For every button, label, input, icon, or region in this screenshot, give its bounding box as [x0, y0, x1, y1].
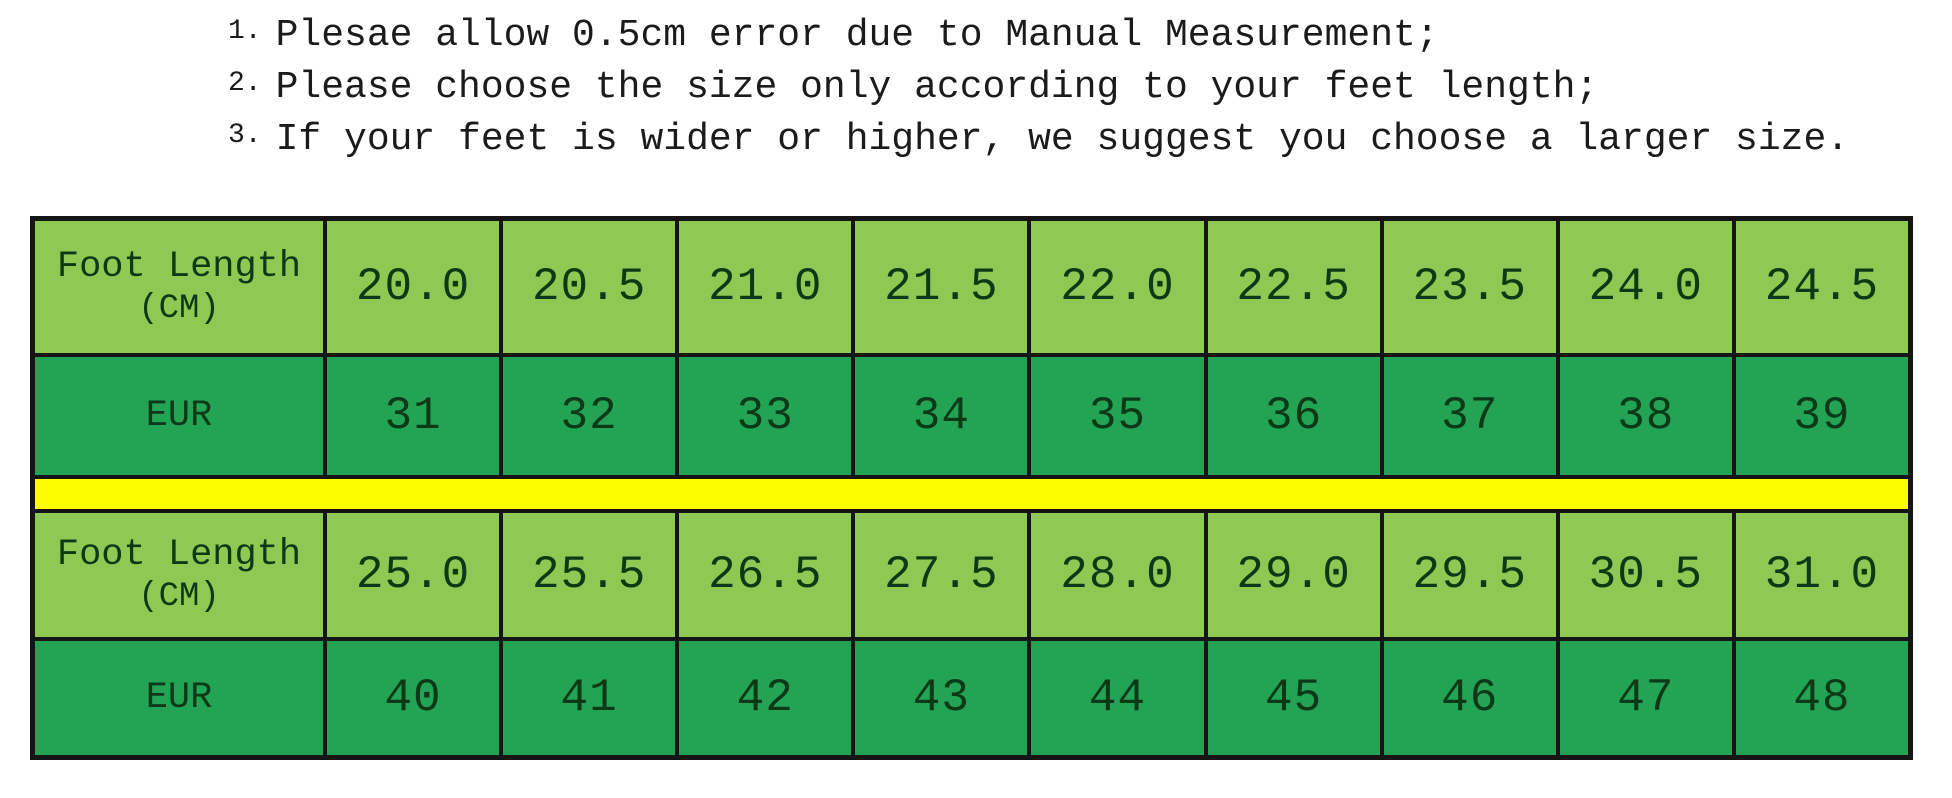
note-text: Please choose the size only according to your feet length;: [275, 66, 1599, 109]
foot-length-cell: 21.5: [853, 219, 1029, 355]
foot-length-cell: 26.5: [677, 511, 853, 639]
eur-size-cell: 46: [1382, 639, 1558, 757]
eur-size-cell: 34: [853, 355, 1029, 477]
size-chart-table: [30, 216, 1913, 760]
header-unit-label: (CM): [138, 290, 220, 328]
notes-section: [0, 0, 1952, 164]
note-number: 2.: [228, 68, 262, 99]
foot-length-cell: 23.5: [1382, 219, 1558, 355]
foot-length-cell: 24.5: [1734, 219, 1910, 355]
header-label: EUR: [145, 395, 213, 437]
eur-size-cell: 43: [853, 639, 1029, 757]
foot-length-cell: 22.5: [1206, 219, 1382, 355]
foot-length-cell: 25.0: [325, 511, 501, 639]
note-text: If your feet is wider or higher, we suggest you choose a larger size.: [275, 118, 1850, 161]
foot-length-cell: 24.0: [1558, 219, 1734, 355]
note-line-3: [228, 112, 1952, 164]
eur-size-cell: 42: [677, 639, 853, 757]
header-unit-label: (CM): [138, 578, 220, 616]
foot-length-header-cell: [33, 219, 325, 355]
eur-size-cell: 32: [501, 355, 677, 477]
note-line-2: [228, 60, 1952, 112]
foot-length-cell: 28.0: [1029, 511, 1205, 639]
header-label: EUR: [145, 677, 213, 719]
eur-size-cell: 47: [1558, 639, 1734, 757]
eur-size-cell: 31: [325, 355, 501, 477]
eur-size-cell: 35: [1029, 355, 1205, 477]
header-label: Foot Length: [56, 534, 302, 576]
eur-size-cell: 44: [1029, 639, 1205, 757]
eur-size-cell: 41: [501, 639, 677, 757]
note-number: 3.: [228, 120, 262, 151]
note-number: 1.: [228, 16, 262, 47]
foot-length-cell: 21.0: [677, 219, 853, 355]
foot-length-cell: 25.5: [501, 511, 677, 639]
separator-row: [33, 477, 1910, 511]
foot-length-header-cell: [33, 511, 325, 639]
foot-length-cell: 27.5: [853, 511, 1029, 639]
foot-length-cell: 29.5: [1382, 511, 1558, 639]
foot-length-cell: 31.0: [1734, 511, 1910, 639]
eur-size-cell: 37: [1382, 355, 1558, 477]
eur-size-cell: 38: [1558, 355, 1734, 477]
eur-size-cell: 40: [325, 639, 501, 757]
note-line-1: [228, 8, 1952, 60]
eur-size-cell: 33: [677, 355, 853, 477]
foot-length-cell: 29.0: [1206, 511, 1382, 639]
header-label: Foot Length: [56, 246, 302, 288]
eur-size-cell: 39: [1734, 355, 1910, 477]
note-text: Plesae allow 0.5cm error due to Manual Measurement;: [275, 14, 1439, 57]
eur-size-cell: 48: [1734, 639, 1910, 757]
foot-length-cell: 22.0: [1029, 219, 1205, 355]
foot-length-cell: 20.0: [325, 219, 501, 355]
eur-header-cell: [33, 639, 325, 757]
eur-size-cell: 45: [1206, 639, 1382, 757]
foot-length-cell: 20.5: [501, 219, 677, 355]
eur-header-cell: [33, 355, 325, 477]
eur-size-cell: 36: [1206, 355, 1382, 477]
foot-length-cell: 30.5: [1558, 511, 1734, 639]
